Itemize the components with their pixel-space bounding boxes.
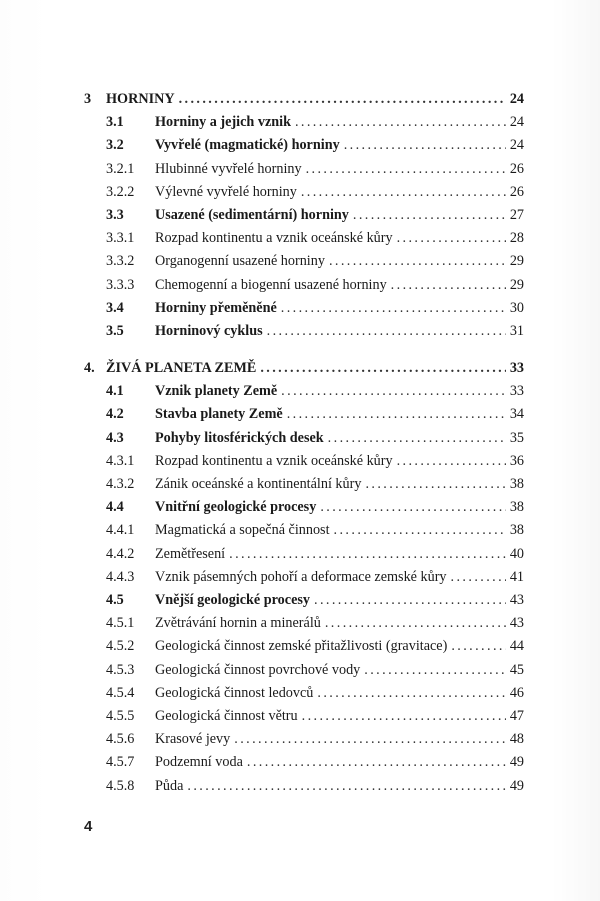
dot-leader [329,250,506,273]
entry-line [155,380,524,403]
entry-title: Organogenní usazené horniny [155,253,325,269]
dot-leader [325,612,506,635]
entry-line [155,320,524,343]
toc-entry-row [0,320,600,343]
entry-title: Pohyby litosférických desek [155,430,324,446]
entry-line [155,728,524,751]
entry-number: 4.5.1 [106,615,135,631]
entry-title: Chemogenní a biogenní usazené horniny [155,277,387,293]
entry-number: 3.1 [106,114,124,130]
entry-line [155,775,524,798]
entry-number: 3.3.2 [106,253,135,269]
dot-leader [344,134,506,157]
entry-page-number: 28 [509,230,524,246]
entry-line [155,227,524,250]
dot-leader [229,543,506,566]
dot-leader [391,274,506,297]
dot-leader [295,111,506,134]
entry-line [155,158,524,181]
toc-entry-row [0,682,600,705]
entry-line [155,297,524,320]
entry-title: Zánik oceánské a kontinentální kůry [155,476,362,492]
entry-line [155,427,524,450]
entry-page-number: 43 [509,615,524,631]
dot-leader [247,751,506,774]
toc-entry-row [0,250,600,273]
entry-title: Horninový cyklus [155,323,263,339]
entry-number: 3.2.2 [106,184,135,200]
entry-title: Krasové jevy [155,731,231,747]
toc-entry-row [0,635,600,658]
entry-number: 3.2.1 [106,161,135,177]
toc-entry-row [0,227,600,250]
entry-title: Geologická činnost povrchové vody [155,662,361,678]
dot-leader [301,181,506,204]
entry-number: 4.5.2 [106,638,135,654]
entry-number: 4.5 [106,592,124,608]
dot-leader [287,403,506,426]
entry-number: 4.5.8 [106,778,135,794]
entry-page-number: 31 [509,323,524,339]
dot-leader [260,357,506,380]
dot-leader [365,473,506,496]
entry-line [155,450,524,473]
toc-entry-row [0,297,600,320]
entry-line [155,751,524,774]
dot-leader [328,427,506,450]
dot-leader [267,320,506,343]
toc-entry-row [0,473,600,496]
toc-entry-row [0,705,600,728]
dot-leader [353,204,506,227]
chapter-number: 3 [84,91,92,107]
dot-leader [317,682,506,705]
toc-entry-row [0,204,600,227]
chapter-number: 4. [84,360,95,376]
entry-line [155,473,524,496]
entry-title: Zemětřesení [155,546,226,562]
toc-entry-row [0,496,600,519]
entry-number: 3.3 [106,207,124,223]
entry-title: Zvětrávání hornin a minerálů [155,615,321,631]
entry-page-number: 24 [509,137,524,153]
entry-page-number: 46 [509,685,524,701]
entry-number: 3.2 [106,137,124,153]
entry-title: Rozpad kontinentu a vznik oceánské kůry [155,230,393,246]
toc-entry-row [0,134,600,157]
entry-title: Výlevné vyvřelé horniny [155,184,297,200]
entry-line [155,705,524,728]
entry-line [155,181,524,204]
entry-title: Stavba planety Země [155,406,283,422]
entry-number: 4.4.2 [106,546,135,562]
entry-page-number: 49 [509,778,524,794]
entry-number: 4.4.1 [106,522,135,538]
entry-title: Vyvřelé (magmatické) horniny [155,137,340,153]
dot-leader [397,450,506,473]
entry-title: Vnější geologické procesy [155,592,310,608]
entry-number: 4.5.7 [106,754,135,770]
entry-title: Geologická činnost ledovců [155,685,314,701]
entry-page-number: 44 [509,638,524,654]
entry-page-number: 36 [509,453,524,469]
entry-number: 3.3.3 [106,277,135,293]
entry-number: 3.5 [106,323,124,339]
chapter-title: ŽIVÁ PLANETA ZEMĚ [106,360,257,376]
entry-page-number: 27 [509,207,524,223]
toc-entry-row [0,519,600,542]
toc-entry-row [0,380,600,403]
entry-number: 3.3.1 [106,230,135,246]
entry-title: Vznik pásemných pohoří a deformace zemské kůry [155,569,447,585]
dot-leader [451,566,506,589]
toc-entry-row [0,566,600,589]
entry-line [155,659,524,682]
entry-number: 4.4.3 [106,569,135,585]
entry-page-number: 26 [509,161,524,177]
toc-entry-row [0,589,600,612]
toc-entry-row [0,728,600,751]
dot-leader [397,227,506,250]
entry-number: 4.3.1 [106,453,135,469]
entry-title: Podzemní voda [155,754,243,770]
entry-number: 4.5.5 [106,708,135,724]
entry-page-number: 49 [509,754,524,770]
toc-entry-row [0,450,600,473]
entry-title: Magmatická a sopečná činnost [155,522,330,538]
dot-leader [179,88,506,111]
entry-page-number: 34 [509,406,524,422]
toc-entry-row [0,181,600,204]
entry-line [155,204,524,227]
entry-line [155,566,524,589]
entry-line [155,403,524,426]
entry-line [155,612,524,635]
entry-title: Geologická činnost zemské přitažlivosti (gravitace) [155,638,448,654]
entry-page-number: 48 [509,731,524,747]
entry-title: Hlubinné vyvřelé horniny [155,161,302,177]
entry-line [155,134,524,157]
entry-line [155,111,524,134]
entry-line [155,496,524,519]
entry-title: Geologická činnost větru [155,708,298,724]
dot-leader [320,496,506,519]
toc-entry-row [0,775,600,798]
entry-title: Rozpad kontinentu a vznik oceánské kůry [155,453,393,469]
page-number: 4 [84,818,93,835]
entry-line [155,682,524,705]
dot-leader [281,297,506,320]
entry-title: Půda [155,778,184,794]
chapter-entry [106,357,524,380]
toc-entry-row [0,659,600,682]
entry-title: Horniny přeměněné [155,300,277,316]
toc-entry-row [0,403,600,426]
entry-line [155,274,524,297]
entry-number: 4.3.2 [106,476,135,492]
toc-entry-row [0,274,600,297]
entry-line [155,519,524,542]
entry-number: 4.5.4 [106,685,135,701]
entry-title: Vnitřní geologické procesy [155,499,317,515]
chapter-row [0,88,600,111]
chapter-page-number: 33 [509,360,524,376]
dot-leader [364,659,506,682]
entry-number: 4.1 [106,383,124,399]
entry-page-number: 47 [509,708,524,724]
entry-number: 4.2 [106,406,124,422]
entry-page-number: 29 [509,277,524,293]
entry-page-number: 43 [509,592,524,608]
dot-leader [302,705,506,728]
entry-title: Vznik planety Země [155,383,278,399]
entry-line [155,589,524,612]
chapter-entry [106,88,524,111]
entry-page-number: 26 [509,184,524,200]
entry-page-number: 24 [509,114,524,130]
chapter-page-number: 24 [509,91,524,107]
entry-page-number: 45 [509,662,524,678]
entry-page-number: 38 [509,522,524,538]
toc-entry-row [0,543,600,566]
entry-title: Horniny a jejich vznik [155,114,291,130]
entry-page-number: 35 [509,430,524,446]
dot-leader [306,158,506,181]
entry-line [155,250,524,273]
dot-leader [451,635,506,658]
entry-page-number: 33 [509,383,524,399]
entry-number: 3.4 [106,300,124,316]
toc-entry-row [0,111,600,134]
entry-page-number: 29 [509,253,524,269]
chapter-title: HORNINY [106,91,175,107]
toc-entry-row [0,751,600,774]
chapter-row [0,357,600,380]
entry-number: 4.3 [106,430,124,446]
toc-entry-row [0,612,600,635]
entry-number: 4.4 [106,499,124,515]
entry-page-number: 30 [509,300,524,316]
entry-page-number: 38 [509,476,524,492]
entry-title: Usazené (sedimentární) horniny [155,207,349,223]
dot-leader [187,775,506,798]
dot-leader [234,728,506,751]
dot-leader [334,519,506,542]
entry-number: 4.5.3 [106,662,135,678]
toc-entry-row [0,427,600,450]
entry-page-number: 41 [509,569,524,585]
entry-line [155,635,524,658]
dot-leader [281,380,506,403]
dot-leader [314,589,506,612]
toc-entry-row [0,158,600,181]
entry-line [155,543,524,566]
entry-page-number: 38 [509,499,524,515]
entry-page-number: 40 [509,546,524,562]
entry-number: 4.5.6 [106,731,135,747]
